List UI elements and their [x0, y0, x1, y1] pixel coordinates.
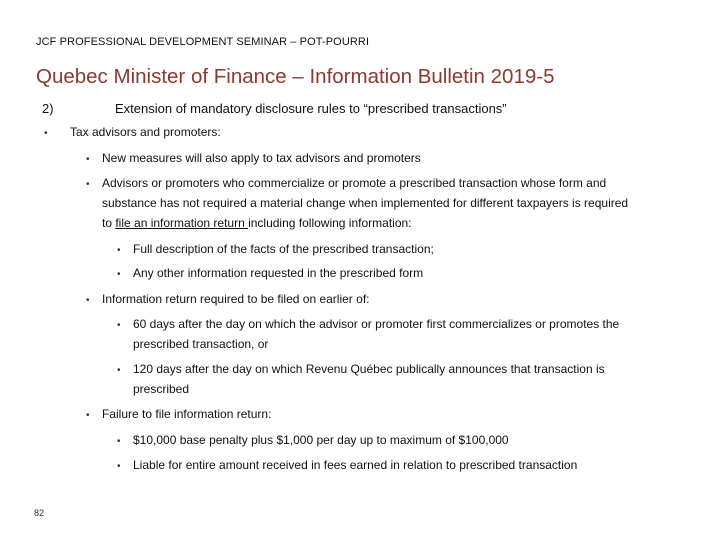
item-c-sub1-line2: prescribed transaction, or: [133, 337, 269, 351]
bullet-item-a: •: [86, 154, 90, 165]
section-number: 2): [42, 101, 54, 116]
bullet-item-d: •: [86, 410, 90, 421]
slide-title: Quebec Minister of Finance – Information Bulletin 2019-5: [36, 65, 555, 88]
level1-text: Tax advisors and promoters:: [70, 125, 221, 139]
item-b-line1: Advisors or promoters who commercialize or promote a prescribed transaction whose form and: [102, 176, 607, 190]
bullet-level1: •: [44, 128, 48, 139]
item-b-line3-underlined: file an information return: [115, 216, 249, 230]
item-b-line3-pre: to: [102, 216, 116, 230]
item-c-sub1-line1: 60 days after the day on which the advisor or promoter first commercializes or promotes the: [133, 317, 620, 331]
bullet-item-d-sub1: •: [117, 436, 121, 447]
item-c-text: Information return required to be filed on earlier of:: [102, 292, 370, 306]
item-d-sub2-text: Liable for entire amount received in fees earned in relation to prescribed transaction: [133, 458, 578, 472]
item-c-sub2-line1: 120 days after the day on which Revenu Québec publically announces that transaction is: [133, 362, 605, 376]
page-number: 82: [34, 508, 45, 518]
item-b-line2: substance has not required a material change when implemented for different taxpayers is required: [102, 196, 629, 210]
seminar-header: JCF PROFESSIONAL DEVELOPMENT SEMINAR – POT-POURRI: [36, 36, 370, 48]
bullet-item-c-sub2: •: [117, 365, 121, 376]
item-c-sub2-line2: prescribed: [133, 382, 190, 396]
bullet-item-d-sub2: •: [117, 461, 121, 472]
bullet-item-c: •: [86, 295, 90, 306]
bullet-item-b: •: [86, 179, 90, 190]
item-b-sub2-text: Any other information requested in the prescribed form: [133, 266, 424, 280]
item-d-sub1-text: $10,000 base penalty plus $1,000 per day up to maximum of $100,000: [133, 433, 509, 447]
section-heading: Extension of mandatory disclosure rules to “prescribed transactions”: [115, 101, 507, 116]
item-b-line3: [102, 213, 412, 233]
bullet-item-c-sub1: •: [117, 320, 121, 331]
item-b-sub1-text: Full description of the facts of the prescribed transaction;: [133, 242, 434, 256]
item-b-line3-post: including following information:: [248, 216, 412, 230]
bullet-item-b-sub1: •: [117, 245, 121, 256]
bullet-item-b-sub2: •: [117, 269, 121, 280]
item-a-text: New measures will also apply to tax advisors and promoters: [102, 151, 421, 165]
item-d-text: Failure to file information return:: [102, 407, 272, 421]
